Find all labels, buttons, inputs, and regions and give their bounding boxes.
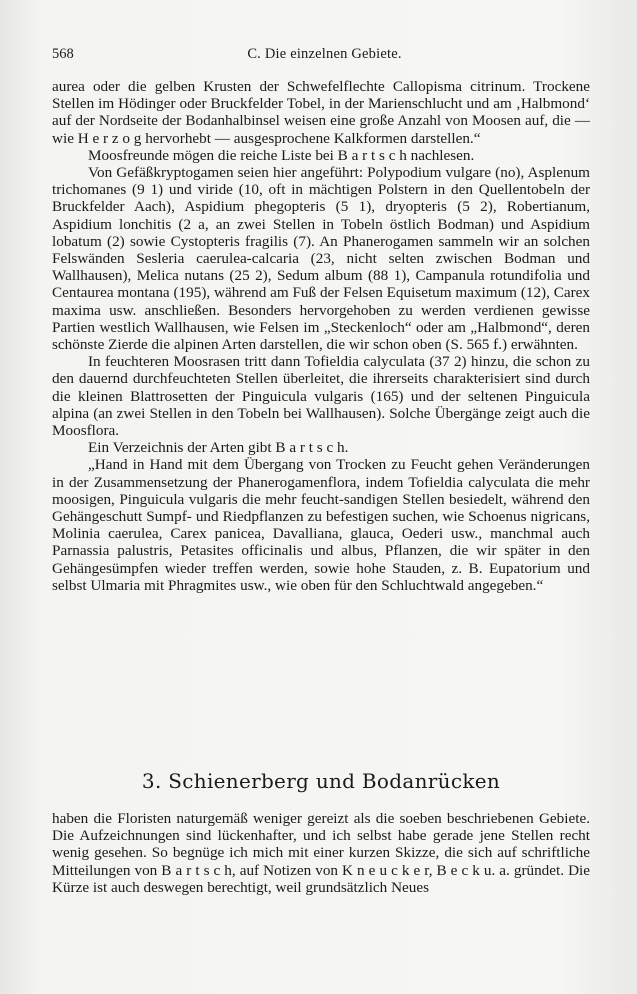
paragraph-quote: „Hand in Hand mit dem Übergang von Trocken zu Feucht gehen Veränderungen in der Zusammensetzung der Phanerogamenflora, indem Tofieldia calyculata die mehr moosigen, Pinguicula vulgaris die mehr feucht-sandigen Stellen besiedelt, während den Gehängeschutt Sumpf- und Riedpflanzen zu befestigen suchen, wie Schoenus nigricans, Molinia caerulea, Carex panicea, Davalliana, glauca, Oederi usw., manchmal auch Parnassia palustris, Petasites officinalis und albus, Pflanzen, die wir später in den Gehängesümpfen wieder treffen werden, sowie hohe Stauden, z. B. Eupatorium und selbst Ulmaria mit Phragmites usw., wie oben für den Schluchtwald angegeben.“ bbox=[52, 456, 590, 594]
body-text-upper bbox=[52, 78, 590, 594]
paragraph-moosrasen: In feuchteren Moosrasen tritt dann Tofieldia calyculata (37 2) hinzu, die schon zu den dauernd durchfeuchteten Stellen überleitet, die ihrerseits charakterisiert sind durch die kleinen Blattrosetten der Pinguicula vulgaris (165) und der seltenen Pinguicula alpina (an zwei Stellen in den Tobeln bei Wallhausen). Solche Übergänge zeigt auch die Moosflora. bbox=[52, 353, 590, 440]
paragraph-moosfreunde: Moosfreunde mögen die reiche Liste bei B a r t s c h nachlesen. bbox=[88, 146, 475, 164]
running-title: C. Die einzelnen Gebiete. bbox=[247, 46, 402, 62]
body-text-lower bbox=[52, 810, 590, 896]
page-number: 568 bbox=[52, 46, 74, 62]
paragraph-continuation: aurea oder die gelben Krusten der Schwefelflechte Callopisma citrinum. Trockene Stellen im Hödinger oder Bruckfelder Tobel, in der Marienschlucht und am ‚Halbmond‘ auf der Nordseite der Bodanhalbinsel weisen eine große Anzahl von Moosen auf, die — wie H e r z o g hervorhebt — ausgesprochene Kalkformen darstellen.“ bbox=[52, 78, 590, 147]
paragraph-verzeichnis: Ein Verzeichnis der Arten gibt B a r t s c h. bbox=[88, 439, 349, 457]
page-header bbox=[52, 46, 597, 68]
paragraph-section-start: haben die Floristen naturgemäß weniger gereizt als die soeben beschriebenen Gebiete. Die Aufzeichnungen sind lückenhafter, und ich selbst habe gerade jene Stellen recht wenig gesehen. So begnüge ich mich mit einer kurzen Skizze, die sich auf schriftliche Mitteilungen von B a r t s c h, auf Notizen von K n e u c k e r, B e c k u. a. gründet. Die Kürze ist auch deswegen berechtigt, weil grundsätzlich Neues bbox=[52, 810, 590, 896]
paragraph-gefaesskryptogamen: Von Gefäßkryptogamen seien hier angeführt: Polypodium vulgare (no), Asplenum trichomanes (9 1) und viride (10, oft in mächtigen Polstern in den Quellentobeln der Bruckfelder Aach), Aspidium phegopteris (5 1), dryopteris (5 2), Robertianum, Aspidium lonchitis (2 a, an zwei Stellen in Tobeln östlich Bodman) und Aspidium lobatum (2) sowie Cystopteris fragilis (7). An Phanerogamen sammeln wir an solchen Felswänden Sesleria caerulea-calcaria (23, nicht selten zwischen Bodman und Wallhausen), Melica nutans (25 2), Sedum album (88 1), Campanula rotundifolia und Centaurea montana (195), während am Fuß der Felsen Equisetum maximum (12), Carex maxima usw. anschließen. Besonders hervorgehoben zu werden verdienen gewisse Partien westlich Wallhausen, wie Felsen im „Steckenloch“ oder am „Halbmond“, deren schönste Zierde die alpinen Arten darstellen, die wir schon oben (S. 565 f.) erwähnten. bbox=[52, 164, 590, 354]
section-heading: 3. Schienerberg und Bodanrücken bbox=[141, 769, 501, 793]
